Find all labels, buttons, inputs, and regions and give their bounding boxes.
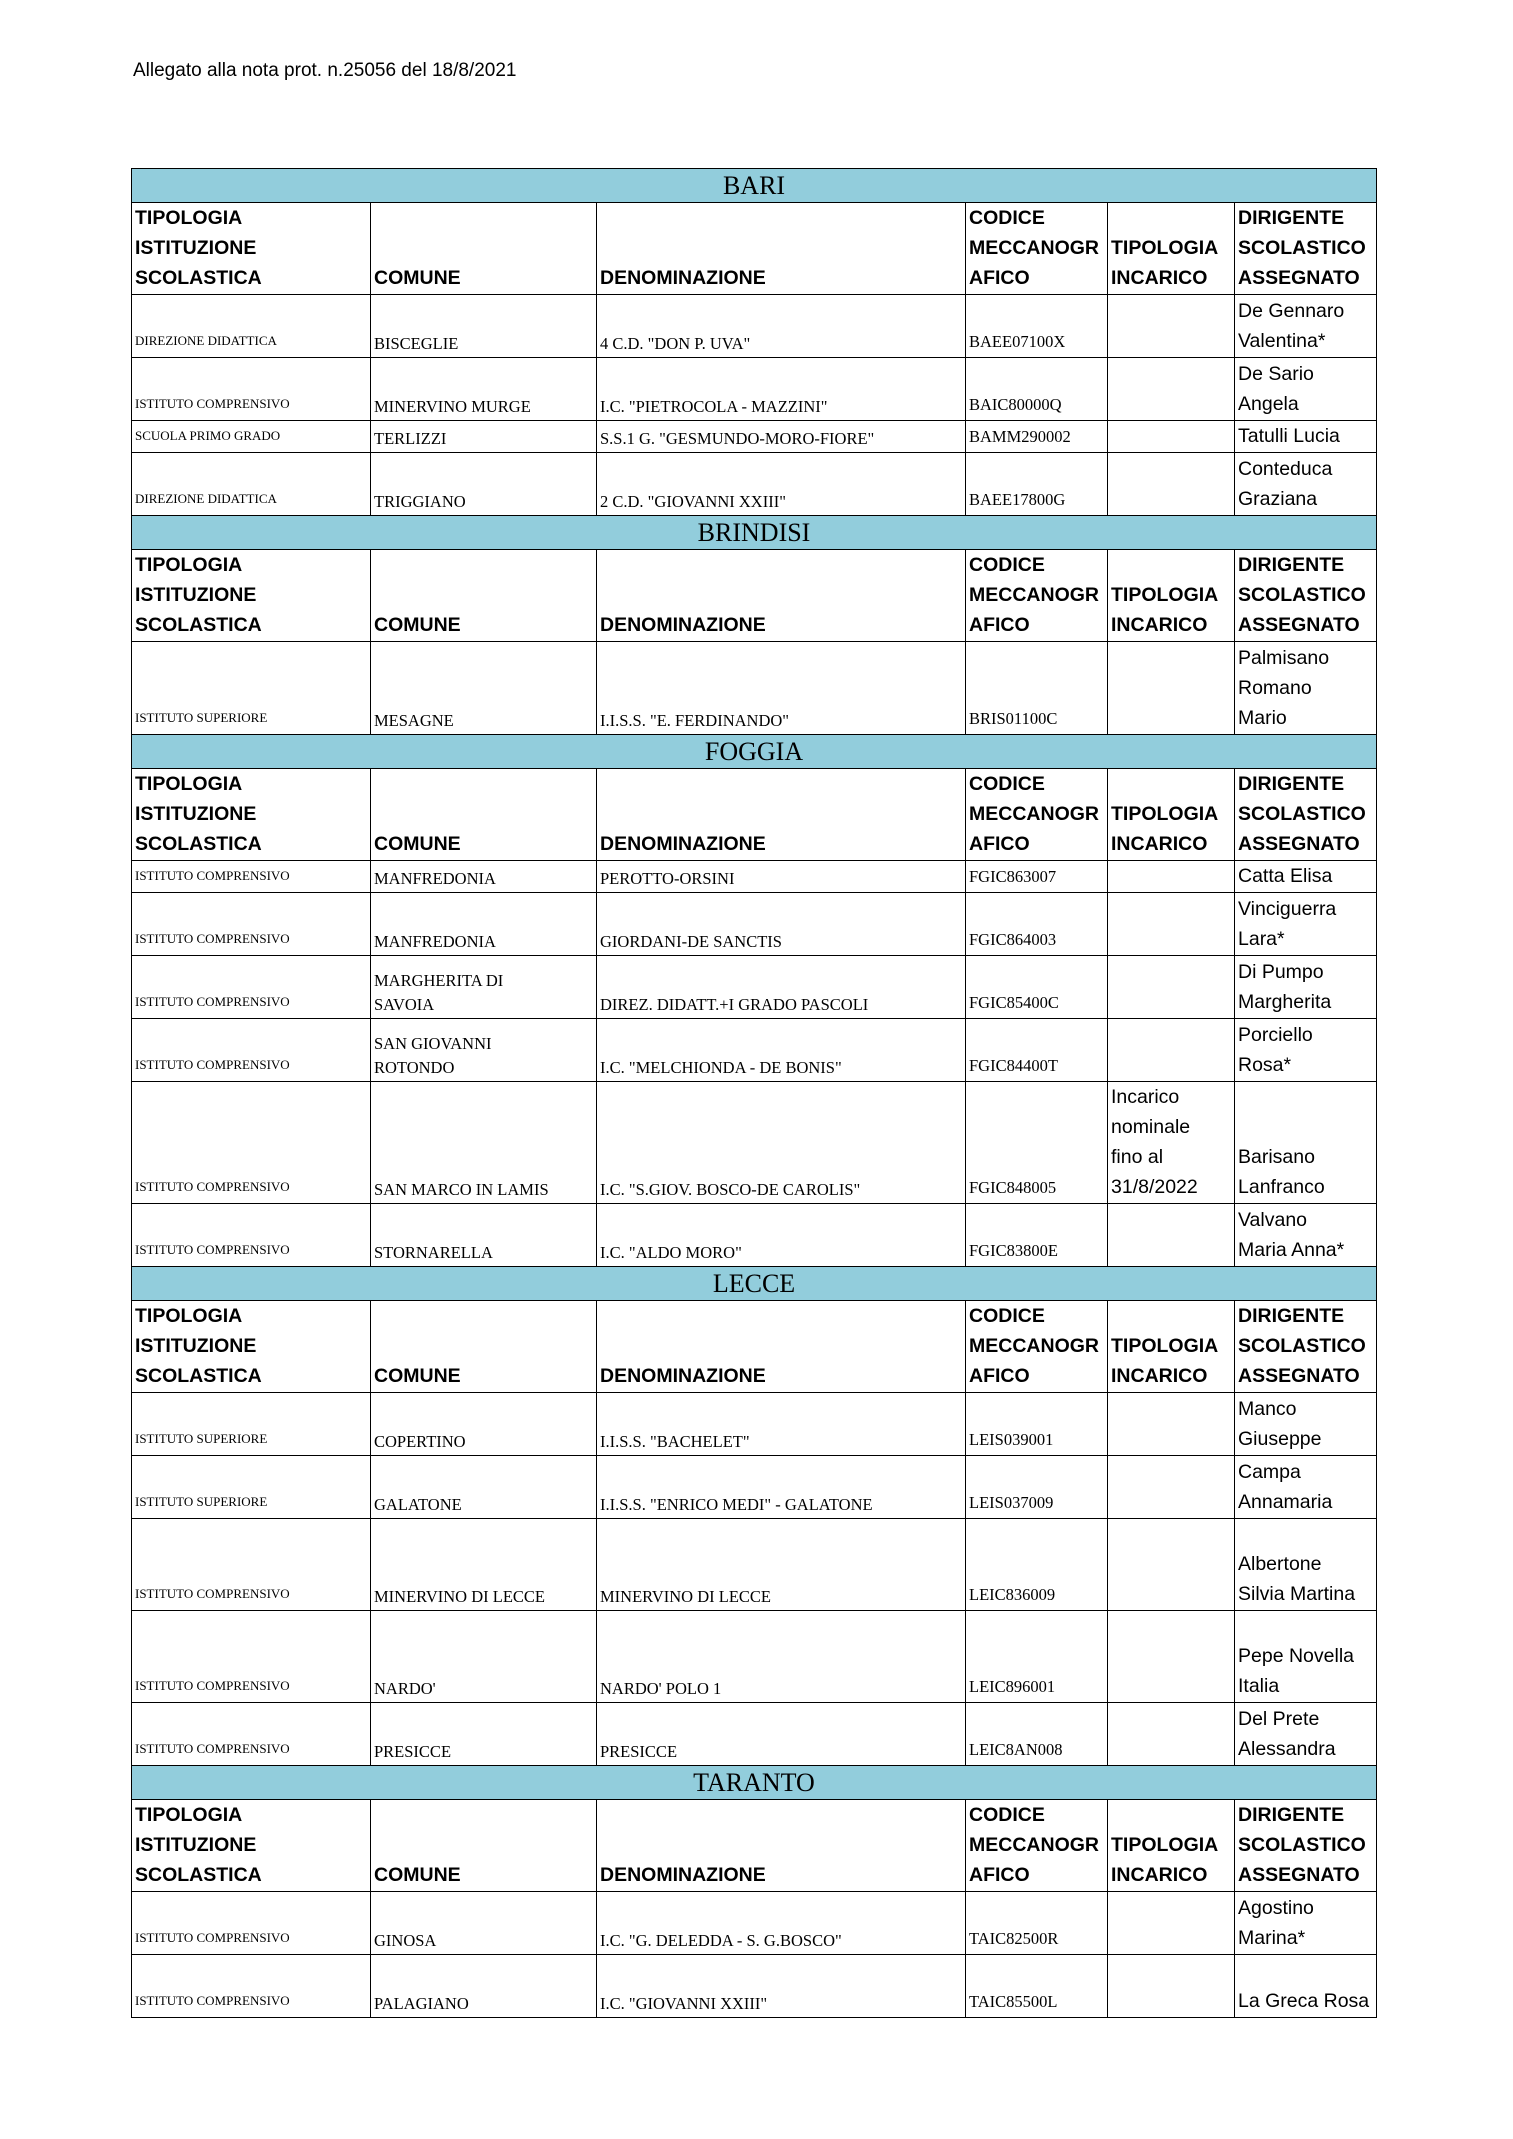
- header-tipologia-istituzione: TIPOLOGIA ISTITUZIONE SCOLASTICA: [132, 550, 371, 642]
- cell-incarico: [1108, 1393, 1235, 1456]
- cell-codice: FGIC863007: [966, 861, 1108, 893]
- cell-comune: GINOSA: [371, 1892, 597, 1955]
- column-header-row: [132, 550, 1377, 642]
- header-denominazione: DENOMINAZIONE: [597, 1800, 966, 1892]
- dirigente-line: Romano: [1238, 677, 1312, 699]
- region-header: [132, 516, 1377, 550]
- dirigente-line: Maria Anna*: [1238, 1239, 1345, 1261]
- cell-codice: LEIC896001: [966, 1611, 1108, 1703]
- cell-incarico: [1108, 861, 1235, 893]
- cell-codice: LEIC8AN008: [966, 1703, 1108, 1766]
- table-row: [132, 358, 1377, 421]
- header-denominazione: DENOMINAZIONE: [597, 769, 966, 861]
- header-tipologia-incarico: TIPOLOGIA INCARICO: [1108, 1800, 1235, 1892]
- table-row: [132, 1456, 1377, 1519]
- cell-tipologia: DIREZIONE DIDATTICA: [132, 453, 371, 516]
- cell-incarico: Incarico nominale fino al 31/8/2022: [1108, 1082, 1235, 1204]
- cell-denominazione: I.C. "S.GIOV. BOSCO-DE CAROLIS": [597, 1082, 966, 1204]
- table-row: [132, 1955, 1377, 2018]
- table-row: [132, 1019, 1377, 1082]
- cell-denominazione: I.C. "GIOVANNI XXIII": [597, 1955, 966, 2018]
- table-row: [132, 1519, 1377, 1611]
- region-header: [132, 735, 1377, 769]
- cell-comune: MINERVINO MURGE: [371, 358, 597, 421]
- cell-comune: GALATONE: [371, 1456, 597, 1519]
- document-note: Allegato alla nota prot. n.25056 del 18/8/2021: [133, 60, 517, 81]
- cell-incarico: [1108, 358, 1235, 421]
- cell-tipologia: ISTITUTO COMPRENSIVO: [132, 1519, 371, 1611]
- table-row: [132, 1082, 1377, 1204]
- region-name: BRINDISI: [132, 516, 1377, 550]
- cell-dirigente: [1235, 1456, 1377, 1519]
- column-header-row: [132, 203, 1377, 295]
- dirigente-line: Silvia Martina: [1238, 1583, 1356, 1605]
- cell-tipologia: ISTITUTO COMPRENSIVO: [132, 861, 371, 893]
- header-tipologia-incarico: TIPOLOGIA INCARICO: [1108, 769, 1235, 861]
- cell-incarico: [1108, 956, 1235, 1019]
- dirigente-line: Catta Elisa: [1238, 865, 1333, 887]
- dirigente-line: Pepe Novella: [1238, 1645, 1354, 1667]
- dirigente-line: Albertone: [1238, 1553, 1322, 1575]
- region-name: BARI: [132, 169, 1377, 203]
- cell-tipologia: ISTITUTO COMPRENSIVO: [132, 1204, 371, 1267]
- header-codice-meccanografico: CODICE MECCANOGR AFICO: [966, 1800, 1108, 1892]
- dirigente-line: Vinciguerra: [1238, 898, 1337, 920]
- cell-tipologia: ISTITUTO SUPERIORE: [132, 1393, 371, 1456]
- cell-denominazione: PEROTTO-ORSINI: [597, 861, 966, 893]
- cell-incarico: [1108, 1204, 1235, 1267]
- cell-codice: FGIC848005: [966, 1082, 1108, 1204]
- header-comune: COMUNE: [371, 769, 597, 861]
- cell-tipologia: ISTITUTO COMPRENSIVO: [132, 358, 371, 421]
- dirigente-line: Angela: [1238, 393, 1299, 415]
- cell-tipologia: ISTITUTO SUPERIORE: [132, 642, 371, 735]
- table-row: [132, 956, 1377, 1019]
- column-header-row: [132, 1800, 1377, 1892]
- cell-incarico: [1108, 1456, 1235, 1519]
- dirigente-line: Lara*: [1238, 928, 1285, 950]
- cell-incarico: [1108, 453, 1235, 516]
- dirigente-line: Manco: [1238, 1398, 1297, 1420]
- header-codice-meccanografico: CODICE MECCANOGR AFICO: [966, 769, 1108, 861]
- header-denominazione: DENOMINAZIONE: [597, 1301, 966, 1393]
- cell-denominazione: I.C. "ALDO MORO": [597, 1204, 966, 1267]
- cell-comune: PALAGIANO: [371, 1955, 597, 2018]
- region-name: FOGGIA: [132, 735, 1377, 769]
- dirigente-line: Tatulli Lucia: [1238, 425, 1340, 447]
- header-tipologia-istituzione: TIPOLOGIA ISTITUZIONE SCOLASTICA: [132, 1301, 371, 1393]
- cell-incarico: [1108, 1703, 1235, 1766]
- cell-tipologia: ISTITUTO COMPRENSIVO: [132, 1082, 371, 1204]
- cell-tipologia: SCUOLA PRIMO GRADO: [132, 421, 371, 453]
- cell-denominazione: DIREZ. DIDATT.+I GRADO PASCOLI: [597, 956, 966, 1019]
- cell-tipologia: ISTITUTO COMPRENSIVO: [132, 1611, 371, 1703]
- table-row: [132, 861, 1377, 893]
- header-dirigente: DIRIGENTE SCOLASTICO ASSEGNATO: [1235, 550, 1377, 642]
- cell-dirigente: [1235, 893, 1377, 956]
- cell-comune: MARGHERITA DI SAVOIA: [371, 956, 597, 1019]
- cell-comune: NARDO': [371, 1611, 597, 1703]
- header-codice-meccanografico: CODICE MECCANOGR AFICO: [966, 203, 1108, 295]
- cell-denominazione: I.C. "G. DELEDDA - S. G.BOSCO": [597, 1892, 966, 1955]
- cell-codice: BAEE07100X: [966, 295, 1108, 358]
- dirigente-line: Marina*: [1238, 1927, 1306, 1949]
- header-dirigente: DIRIGENTE SCOLASTICO ASSEGNATO: [1235, 203, 1377, 295]
- cell-dirigente: [1235, 453, 1377, 516]
- cell-tipologia: ISTITUTO SUPERIORE: [132, 1456, 371, 1519]
- cell-codice: LEIC836009: [966, 1519, 1108, 1611]
- assignments-table: [131, 168, 1377, 2018]
- cell-tipologia: ISTITUTO COMPRENSIVO: [132, 1703, 371, 1766]
- cell-tipologia: ISTITUTO COMPRENSIVO: [132, 1019, 371, 1082]
- cell-incarico: [1108, 893, 1235, 956]
- cell-comune: TRIGGIANO: [371, 453, 597, 516]
- header-comune: COMUNE: [371, 203, 597, 295]
- cell-denominazione: GIORDANI-DE SANCTIS: [597, 893, 966, 956]
- cell-comune: MESAGNE: [371, 642, 597, 735]
- table-row: [132, 1892, 1377, 1955]
- header-comune: COMUNE: [371, 550, 597, 642]
- header-codice-meccanografico: CODICE MECCANOGR AFICO: [966, 550, 1108, 642]
- cell-tipologia: ISTITUTO COMPRENSIVO: [132, 1955, 371, 2018]
- dirigente-line: Margherita: [1238, 991, 1332, 1013]
- cell-codice: TAIC85500L: [966, 1955, 1108, 2018]
- cell-codice: BAEE17800G: [966, 453, 1108, 516]
- cell-codice: LEIS039001: [966, 1393, 1108, 1456]
- cell-denominazione: NARDO' POLO 1: [597, 1611, 966, 1703]
- cell-dirigente: [1235, 295, 1377, 358]
- cell-denominazione: I.I.S.S. "BACHELET": [597, 1393, 966, 1456]
- cell-denominazione: 4 C.D. "DON P. UVA": [597, 295, 966, 358]
- cell-comune: SAN GIOVANNI ROTONDO: [371, 1019, 597, 1082]
- cell-incarico: [1108, 421, 1235, 453]
- cell-dirigente: [1235, 1082, 1377, 1204]
- cell-comune: STORNARELLA: [371, 1204, 597, 1267]
- header-tipologia-istituzione: TIPOLOGIA ISTITUZIONE SCOLASTICA: [132, 769, 371, 861]
- cell-denominazione: I.C. "MELCHIONDA - DE BONIS": [597, 1019, 966, 1082]
- column-header-row: [132, 769, 1377, 861]
- table-row: [132, 1703, 1377, 1766]
- cell-tipologia: ISTITUTO COMPRENSIVO: [132, 893, 371, 956]
- region-header: [132, 169, 1377, 203]
- cell-dirigente: [1235, 1703, 1377, 1766]
- header-tipologia-istituzione: TIPOLOGIA ISTITUZIONE SCOLASTICA: [132, 1800, 371, 1892]
- header-dirigente: DIRIGENTE SCOLASTICO ASSEGNATO: [1235, 1301, 1377, 1393]
- cell-comune: BISCEGLIE: [371, 295, 597, 358]
- table-row: [132, 893, 1377, 956]
- dirigente-line: Alessandra: [1238, 1738, 1336, 1760]
- header-denominazione: DENOMINAZIONE: [597, 550, 966, 642]
- dirigente-line: De Gennaro: [1238, 300, 1345, 322]
- cell-denominazione: I.C. "PIETROCOLA - MAZZINI": [597, 358, 966, 421]
- cell-dirigente: [1235, 1955, 1377, 2018]
- cell-dirigente: [1235, 861, 1377, 893]
- table-row: [132, 453, 1377, 516]
- cell-dirigente: [1235, 358, 1377, 421]
- cell-tipologia: ISTITUTO COMPRENSIVO: [132, 1892, 371, 1955]
- region-header: [132, 1267, 1377, 1301]
- cell-comune: SAN MARCO IN LAMIS: [371, 1082, 597, 1204]
- cell-dirigente: [1235, 1892, 1377, 1955]
- cell-codice: BRIS01100C: [966, 642, 1108, 735]
- cell-incarico: [1108, 642, 1235, 735]
- cell-comune: TERLIZZI: [371, 421, 597, 453]
- cell-incarico: [1108, 1019, 1235, 1082]
- cell-codice: FGIC84400T: [966, 1019, 1108, 1082]
- cell-denominazione: 2 C.D. "GIOVANNI XXIII": [597, 453, 966, 516]
- dirigente-line: Barisano: [1238, 1146, 1315, 1168]
- cell-denominazione: PRESICCE: [597, 1703, 966, 1766]
- dirigente-line: Giuseppe: [1238, 1428, 1322, 1450]
- cell-denominazione: MINERVINO DI LECCE: [597, 1519, 966, 1611]
- region-name: LECCE: [132, 1267, 1377, 1301]
- table-row: [132, 295, 1377, 358]
- dirigente-line: Agostino: [1238, 1897, 1314, 1919]
- cell-dirigente: [1235, 642, 1377, 735]
- dirigente-line: Valvano: [1238, 1209, 1308, 1231]
- dirigente-line: De Sario: [1238, 363, 1314, 385]
- table-row: [132, 421, 1377, 453]
- header-codice-meccanografico: CODICE MECCANOGR AFICO: [966, 1301, 1108, 1393]
- cell-comune: PRESICCE: [371, 1703, 597, 1766]
- table-row: [132, 642, 1377, 735]
- cell-codice: BAIC80000Q: [966, 358, 1108, 421]
- cell-codice: FGIC83800E: [966, 1204, 1108, 1267]
- dirigente-line: Di Pumpo: [1238, 961, 1324, 983]
- header-comune: COMUNE: [371, 1301, 597, 1393]
- cell-tipologia: DIREZIONE DIDATTICA: [132, 295, 371, 358]
- cell-codice: BAMM290002: [966, 421, 1108, 453]
- cell-dirigente: [1235, 1019, 1377, 1082]
- cell-codice: TAIC82500R: [966, 1892, 1108, 1955]
- cell-denominazione: I.I.S.S. "ENRICO MEDI" - GALATONE: [597, 1456, 966, 1519]
- cell-comune: MANFREDONIA: [371, 861, 597, 893]
- cell-codice: FGIC864003: [966, 893, 1108, 956]
- dirigente-line: Palmisano: [1238, 647, 1330, 669]
- cell-incarico: [1108, 1955, 1235, 2018]
- cell-dirigente: [1235, 956, 1377, 1019]
- header-dirigente: DIRIGENTE SCOLASTICO ASSEGNATO: [1235, 1800, 1377, 1892]
- table-row: [132, 1204, 1377, 1267]
- dirigente-line: La Greca Rosa: [1238, 1990, 1370, 2012]
- region-name: TARANTO: [132, 1766, 1377, 1800]
- header-tipologia-istituzione: TIPOLOGIA ISTITUZIONE SCOLASTICA: [132, 203, 371, 295]
- dirigente-line: Porciello: [1238, 1024, 1313, 1046]
- cell-denominazione: I.I.S.S. "E. FERDINANDO": [597, 642, 966, 735]
- dirigente-line: Mario: [1238, 707, 1287, 729]
- table-row: [132, 1393, 1377, 1456]
- header-comune: COMUNE: [371, 1800, 597, 1892]
- header-tipologia-incarico: TIPOLOGIA INCARICO: [1108, 1301, 1235, 1393]
- cell-dirigente: [1235, 1611, 1377, 1703]
- cell-dirigente: [1235, 1393, 1377, 1456]
- header-dirigente: DIRIGENTE SCOLASTICO ASSEGNATO: [1235, 769, 1377, 861]
- region-header: [132, 1766, 1377, 1800]
- dirigente-line: Italia: [1238, 1675, 1280, 1697]
- dirigente-line: Annamaria: [1238, 1491, 1333, 1513]
- dirigente-line: Rosa*: [1238, 1054, 1292, 1076]
- cell-incarico: [1108, 1892, 1235, 1955]
- header-denominazione: DENOMINAZIONE: [597, 203, 966, 295]
- dirigente-line: Lanfranco: [1238, 1176, 1325, 1198]
- cell-comune: COPERTINO: [371, 1393, 597, 1456]
- dirigente-line: Graziana: [1238, 488, 1318, 510]
- cell-incarico: [1108, 1519, 1235, 1611]
- cell-tipologia: ISTITUTO COMPRENSIVO: [132, 956, 371, 1019]
- header-tipologia-incarico: TIPOLOGIA INCARICO: [1108, 203, 1235, 295]
- cell-comune: MANFREDONIA: [371, 893, 597, 956]
- cell-incarico: [1108, 295, 1235, 358]
- dirigente-line: Conteduca: [1238, 458, 1333, 480]
- cell-codice: FGIC85400C: [966, 956, 1108, 1019]
- cell-dirigente: [1235, 1204, 1377, 1267]
- cell-incarico: [1108, 1611, 1235, 1703]
- cell-codice: LEIS037009: [966, 1456, 1108, 1519]
- cell-comune: MINERVINO DI LECCE: [371, 1519, 597, 1611]
- cell-denominazione: S.S.1 G. "GESMUNDO-MORO-FIORE": [597, 421, 966, 453]
- header-tipologia-incarico: TIPOLOGIA INCARICO: [1108, 550, 1235, 642]
- cell-dirigente: [1235, 1519, 1377, 1611]
- column-header-row: [132, 1301, 1377, 1393]
- dirigente-line: Campa: [1238, 1461, 1301, 1483]
- dirigente-line: Del Prete: [1238, 1708, 1320, 1730]
- cell-dirigente: [1235, 421, 1377, 453]
- dirigente-line: Valentina*: [1238, 330, 1326, 352]
- table-row: [132, 1611, 1377, 1703]
